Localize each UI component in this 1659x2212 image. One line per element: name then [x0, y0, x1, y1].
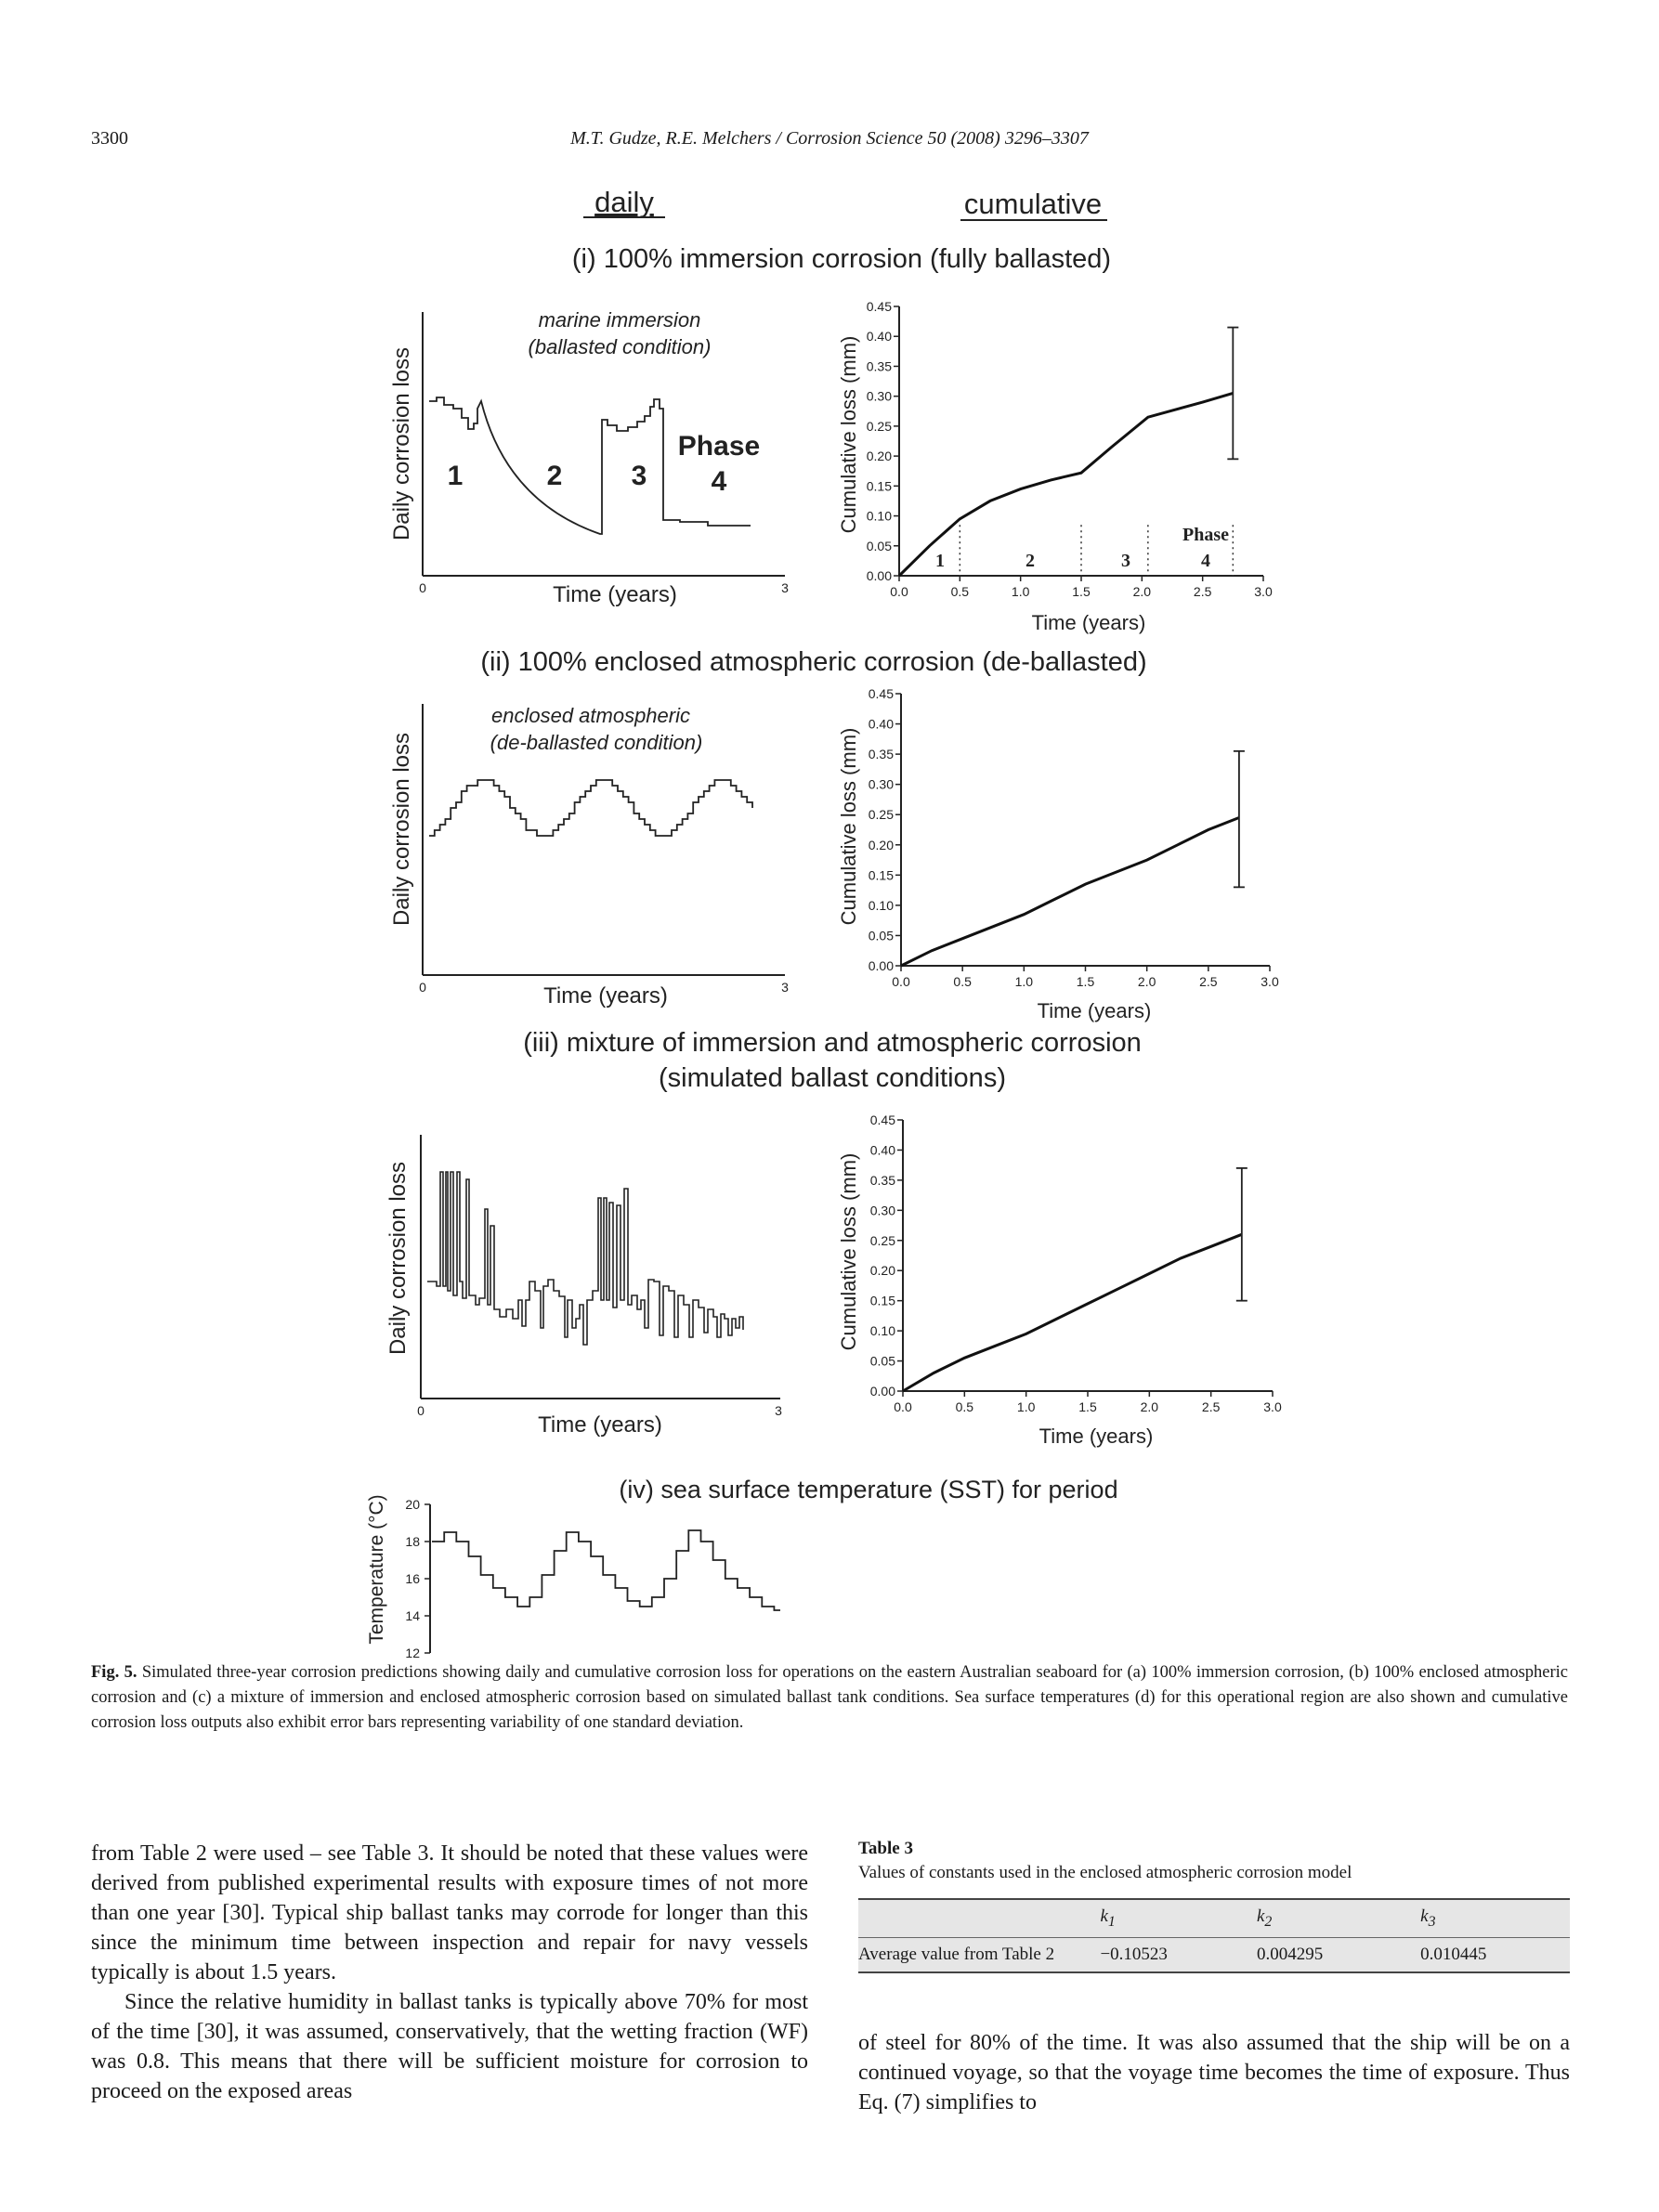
- panel-iii-daily-x0: 0: [417, 1403, 425, 1418]
- y-tick-label: 0.40: [868, 716, 894, 732]
- body-column-right: [858, 2028, 1570, 2117]
- x-tick-label: 1.5: [1072, 584, 1091, 599]
- y-tick-label: 16: [405, 1571, 420, 1586]
- col-header-daily: daily: [594, 186, 654, 218]
- panel-i-daily-series: [429, 397, 751, 534]
- y-tick-label: 0.05: [866, 538, 892, 553]
- panel-ii-annotation-2: (de-ballasted condition): [490, 731, 703, 754]
- phase-label-1: 1: [447, 461, 464, 491]
- table-header-k3: $k_3$: [1420, 1906, 1436, 1930]
- panel-iii-title-1: (iii) mixture of immersion and atmospheric corrosion: [523, 1028, 1142, 1058]
- y-tick-label: 0.20: [869, 1263, 895, 1279]
- panel-ii-daily-ylabel: Daily corrosion loss: [389, 732, 414, 927]
- body-column-left: [91, 1839, 808, 2106]
- table-header-blank: [858, 1899, 1100, 1937]
- x-tick-label: 2.0: [1140, 1399, 1159, 1414]
- panel-iv-title: (iv) sea surface temperature (SST) for period: [619, 1476, 1118, 1503]
- y-tick-label: 0.25: [868, 807, 894, 823]
- x-tick-label: 0.0: [890, 584, 908, 599]
- table-row-label: Average value from Table 2: [858, 1944, 1055, 1964]
- panel-ii-daily-plot: [389, 704, 789, 1008]
- panel-iii-daily-plot: [385, 1135, 782, 1438]
- y-tick-label: 0.25: [869, 1232, 895, 1248]
- y-tick-label: 0.00: [866, 568, 892, 583]
- panel-iii-daily-series: [427, 1172, 743, 1345]
- panel-i-daily-xlabel: Time (years): [553, 582, 677, 607]
- phase-label-3: 3: [631, 461, 647, 491]
- body-paragraph-3: of steel for 80% of the time. It was also assumed that the ship will be on a continued voyage, so that the voyage time becomes the time of exposure. Thus Eq. (7) simplifies to: [858, 2031, 1570, 2114]
- cum-phase-2: 2: [1025, 551, 1035, 571]
- y-tick-label: 12: [405, 1646, 420, 1660]
- panel-ii-cumulative-plot: [869, 686, 1279, 989]
- table-header-k2: $k_2$: [1256, 1906, 1273, 1930]
- panel-ii-title: (ii) 100% enclosed atmospheric corrosion (de-ballasted): [480, 647, 1147, 677]
- x-tick-label: 2.5: [1201, 1399, 1221, 1414]
- y-tick-label: 0.30: [868, 776, 894, 792]
- x-tick-label: 3.0: [1263, 1399, 1282, 1414]
- panel-iii-title-2: (simulated ballast conditions): [659, 1063, 1006, 1093]
- table-3-title: Table 3: [858, 1839, 913, 1858]
- y-tick-label: 0.40: [866, 329, 892, 345]
- panel-iii-cumulative-plot: [870, 1113, 1282, 1414]
- caption-label: Fig. 5.: [91, 1663, 137, 1682]
- y-tick-label: 0.15: [869, 1293, 895, 1308]
- panel-ii-daily-xlabel: Time (years): [543, 983, 668, 1008]
- x-tick-label: 1.0: [1011, 584, 1030, 599]
- y-tick-label: 0.45: [869, 1113, 895, 1127]
- y-tick-label: 0.05: [869, 1353, 895, 1369]
- running-head: M.T. Gudze, R.E. Melchers / Corrosion Science 50 (2008) 3296–3307: [570, 128, 1089, 149]
- table-cell-k3: 0.010445: [1420, 1944, 1487, 1964]
- y-tick-label: 0.00: [869, 1384, 895, 1399]
- y-tick-label: 0.15: [868, 867, 894, 883]
- y-tick-label: 0.25: [866, 418, 892, 434]
- y-tick-label: 0.30: [866, 388, 892, 404]
- y-tick-label: 0.10: [869, 1323, 895, 1339]
- y-tick-label: 0.10: [868, 897, 894, 913]
- x-tick-label: 2.5: [1199, 974, 1218, 989]
- y-tick-label: 0.35: [866, 358, 892, 374]
- caption-text: Simulated three-year corrosion predictions showing daily and cumulative corrosion loss for operations on the eastern Australian seaboard for (a) 100% immersion corrosion, (b) 100% enclosed atmospheric corrosion and (c) a mixture of immersion and enclosed atmospheric corrosion based on simulated ballast tank conditions. Sea surface temperatures (d) for this operational region are also shown and cumulative corrosion loss outputs also exhibit error bars representing variability of one standard deviation.: [91, 1663, 1568, 1732]
- y-tick-label: 0.20: [866, 449, 892, 464]
- x-tick-label: 2.0: [1137, 974, 1156, 989]
- figure-caption: [91, 1660, 1568, 1736]
- x-tick-label: 1.0: [1014, 974, 1034, 989]
- y-tick-label: 20: [405, 1497, 420, 1512]
- phase-label-2: 2: [546, 461, 563, 491]
- x-tick-label: 0.5: [955, 1399, 974, 1414]
- x-tick-label: 1.5: [1076, 974, 1095, 989]
- cumulative-loss-line: [899, 393, 1233, 576]
- y-tick-label: 0.40: [869, 1142, 895, 1158]
- y-tick-label: 0.45: [868, 686, 894, 701]
- phase-label-phase: Phase: [677, 431, 761, 462]
- y-tick-label: 0.35: [868, 747, 894, 762]
- table-3: [858, 1837, 1570, 1973]
- table-cell-k2: 0.004295: [1256, 1944, 1324, 1964]
- x-tick-label: 0.5: [953, 974, 972, 989]
- y-tick-label: 14: [405, 1608, 420, 1623]
- table-header-k1: $k_1$: [1100, 1906, 1116, 1930]
- panel-ii-daily-x0: 0: [419, 980, 426, 995]
- panel-ii-daily-x1: 3: [781, 980, 789, 995]
- body-paragraph-2: Since the relative humidity in ballast tanks is typically above 70% for most of the time [30], it was assumed, conservatively, that the wetting fraction (WF) was 0.8. This means that there will be sufficient moisture for corrosion to proceed on the exposed areas: [91, 1990, 808, 2103]
- cumulative-loss-line: [903, 1234, 1242, 1391]
- table-3-subtitle: Values of constants used in the enclosed atmospheric corrosion model: [858, 1863, 1352, 1882]
- y-tick-label: 0.00: [868, 958, 894, 973]
- x-tick-label: 3.0: [1261, 974, 1279, 989]
- panel-i-title: (i) 100% immersion corrosion (fully ballasted): [571, 244, 1112, 274]
- panel-i-daily-plot: [389, 308, 789, 607]
- x-tick-label: 2.0: [1132, 584, 1152, 599]
- panel-i-cumulative-plot: [867, 299, 1273, 599]
- phase-label-4: 4: [711, 466, 727, 497]
- y-tick-label: 0.05: [868, 928, 894, 943]
- y-tick-label: 18: [405, 1534, 420, 1549]
- table-3-grid: [858, 1898, 1570, 1973]
- x-tick-label: 2.5: [1193, 584, 1212, 599]
- page-number: 3300: [91, 128, 128, 149]
- cumulative-loss-line: [901, 818, 1239, 967]
- panel-i-daily-ylabel: Daily corrosion loss: [389, 346, 414, 541]
- panel-i-cum-ylabel: Cumulative loss (mm): [837, 335, 860, 534]
- x-tick-label: 0.0: [894, 1399, 912, 1414]
- panel-iii-cum-ylabel: Cumulative loss (mm): [837, 1152, 860, 1351]
- panel-iii-daily-ylabel: Daily corrosion loss: [385, 1161, 411, 1356]
- panel-iii-daily-x1: 3: [775, 1403, 782, 1418]
- panel-ii-annotation-1: enclosed atmospheric: [490, 704, 691, 727]
- body-paragraph-1: from Table 2 were used – see Table 3. It should be noted that these values were derived from published experimental results with exposure times of not more than one year [30]. Typical ship ballast tanks may corrode for longer than this since the minimum time between inspection and repair for navy vessels typically is about 1.5 years.: [91, 1841, 808, 1984]
- cum-phase-3: 3: [1121, 551, 1130, 571]
- panel-iv-sst-series: [432, 1530, 780, 1610]
- panel-ii-daily-series: [429, 780, 752, 836]
- x-tick-label: 3.0: [1254, 584, 1273, 599]
- cum-phase-4: 4: [1201, 551, 1210, 571]
- y-tick-label: 0.45: [866, 299, 892, 314]
- x-tick-label: 1.5: [1078, 1399, 1097, 1414]
- cum-phase-phase: Phase: [1182, 525, 1229, 545]
- y-tick-label: 0.15: [866, 478, 892, 494]
- y-tick-label: 0.10: [866, 508, 892, 524]
- panel-i-annotation-1: marine immersion: [538, 308, 701, 332]
- cum-phase-1: 1: [935, 551, 945, 571]
- col-header-cumulative: cumulative: [963, 188, 1103, 220]
- panel-ii-cum-xlabel: Time (years): [1037, 999, 1152, 1022]
- y-tick-label: 0.35: [869, 1172, 895, 1188]
- panel-iv-ylabel: Temperature (°C): [366, 1494, 387, 1645]
- x-tick-label: 0.5: [950, 584, 970, 599]
- panel-iv-sst-plot: [366, 1494, 780, 1660]
- y-tick-label: 0.20: [868, 837, 894, 852]
- y-tick-label: 0.30: [869, 1203, 895, 1218]
- panel-iii-cum-xlabel: Time (years): [1039, 1425, 1154, 1448]
- table-cell-k1: −0.10523: [1100, 1944, 1168, 1964]
- panel-i-daily-x0: 0: [419, 580, 426, 595]
- panel-iv-yticks: [405, 1497, 430, 1660]
- x-tick-label: 0.0: [892, 974, 910, 989]
- table-row: [858, 1937, 1570, 1972]
- x-tick-label: 1.0: [1016, 1399, 1036, 1414]
- panel-ii-cum-ylabel: Cumulative loss (mm): [837, 727, 860, 926]
- panel-i-annotation-2: (ballasted condition): [528, 335, 712, 358]
- panel-i-cum-xlabel: Time (years): [1031, 611, 1146, 634]
- panel-iii-daily-xlabel: Time (years): [538, 1412, 662, 1438]
- panel-i-daily-x1: 3: [781, 580, 789, 595]
